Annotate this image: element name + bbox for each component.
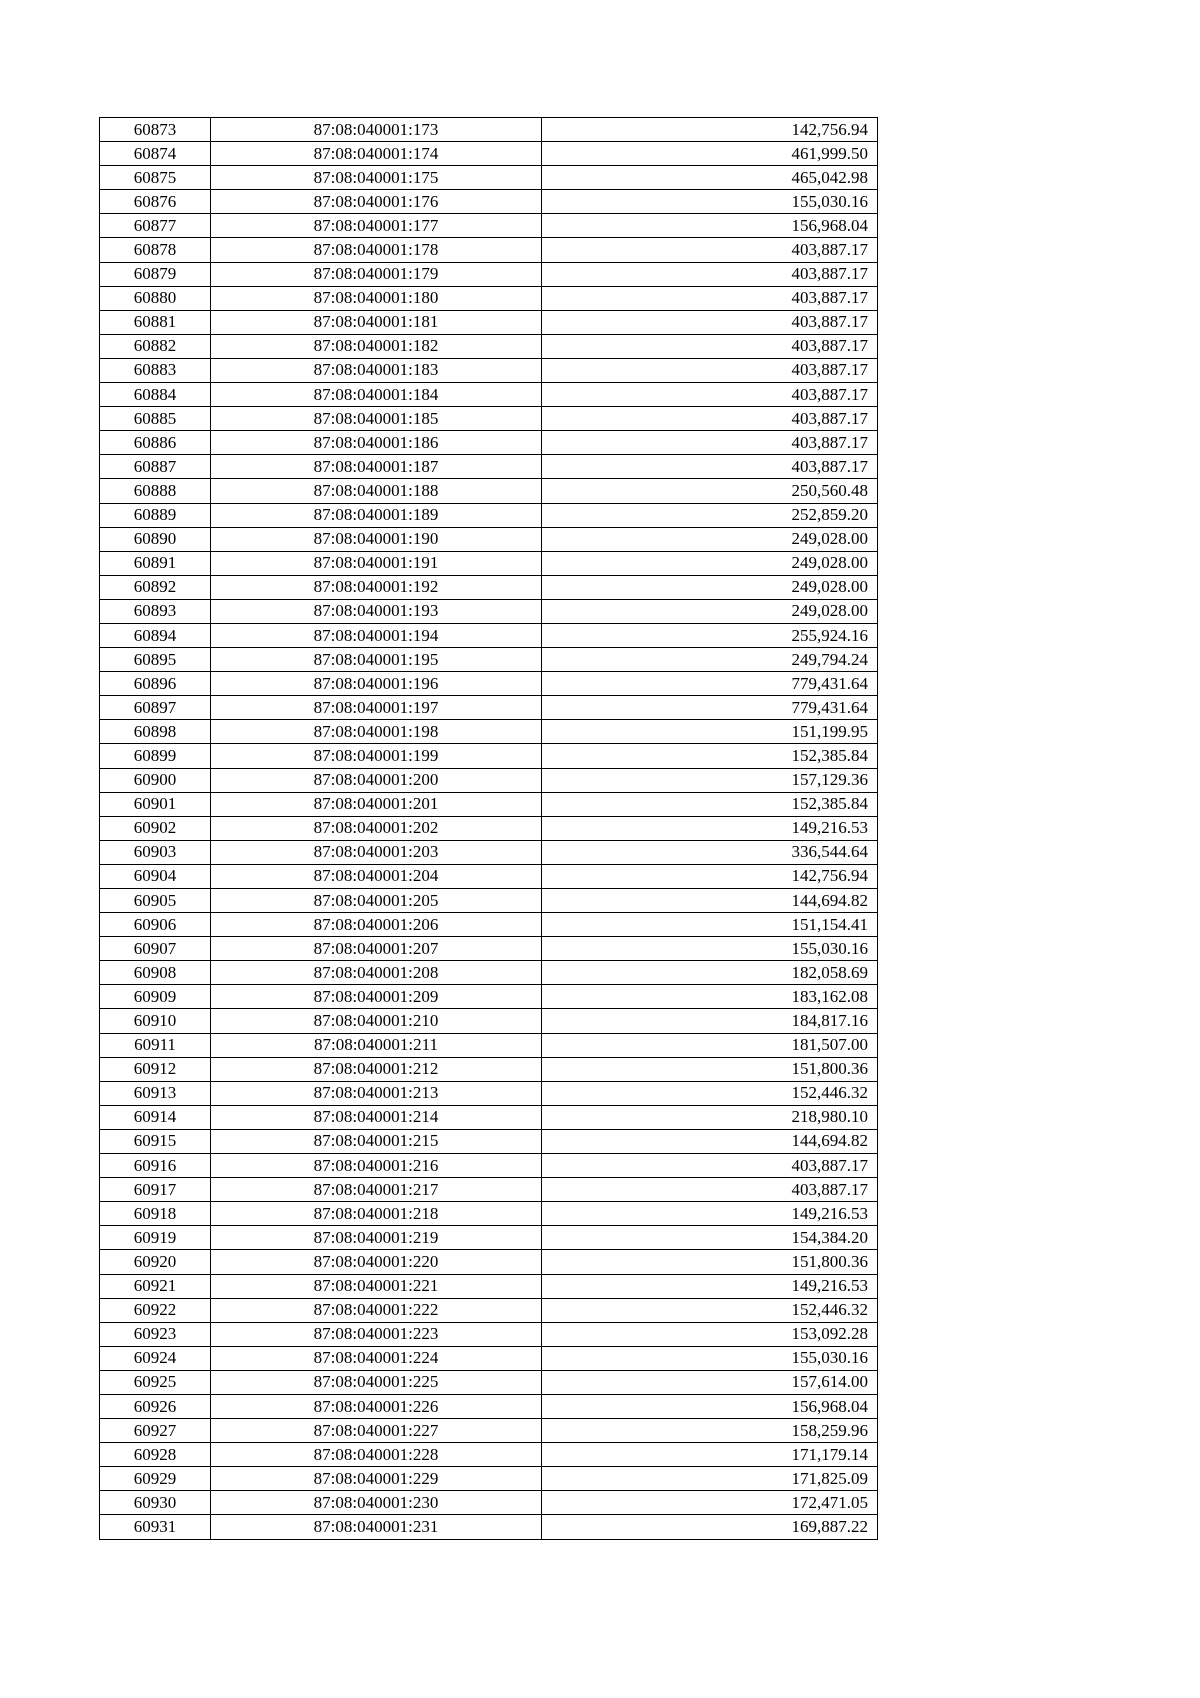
row-number-cell: 60892 bbox=[100, 575, 211, 599]
cadastral-number-cell: 87:08:040001:217 bbox=[211, 1178, 542, 1202]
row-number-cell: 60917 bbox=[100, 1178, 211, 1202]
table-row bbox=[100, 407, 878, 431]
cadastral-number-cell: 87:08:040001:215 bbox=[211, 1129, 542, 1153]
cadastral-number-cell: 87:08:040001:230 bbox=[211, 1491, 542, 1515]
table-row bbox=[100, 720, 878, 744]
cadastral-number-cell: 87:08:040001:179 bbox=[211, 262, 542, 286]
table-row bbox=[100, 913, 878, 937]
cadastral-value-cell: 461,999.50 bbox=[542, 142, 878, 166]
cadastral-number-cell: 87:08:040001:184 bbox=[211, 383, 542, 407]
cadastral-value-cell: 151,154.41 bbox=[542, 913, 878, 937]
cadastral-number-cell: 87:08:040001:187 bbox=[211, 455, 542, 479]
row-number-cell: 60905 bbox=[100, 889, 211, 913]
cadastral-value-cell: 157,129.36 bbox=[542, 768, 878, 792]
cadastral-value-cell: 218,980.10 bbox=[542, 1105, 878, 1129]
cadastral-number-cell: 87:08:040001:200 bbox=[211, 768, 542, 792]
cadastral-number-cell: 87:08:040001:212 bbox=[211, 1057, 542, 1081]
cadastral-value-cell: 465,042.98 bbox=[542, 166, 878, 190]
row-number-cell: 60886 bbox=[100, 431, 211, 455]
table-row bbox=[100, 431, 878, 455]
cadastral-value-cell: 249,028.00 bbox=[542, 527, 878, 551]
row-number-cell: 60922 bbox=[100, 1298, 211, 1322]
cadastral-value-cell: 151,800.36 bbox=[542, 1057, 878, 1081]
table-row bbox=[100, 1346, 878, 1370]
table-row bbox=[100, 889, 878, 913]
cadastral-number-cell: 87:08:040001:213 bbox=[211, 1081, 542, 1105]
cadastral-number-cell: 87:08:040001:202 bbox=[211, 816, 542, 840]
cadastral-value-cell: 171,825.09 bbox=[542, 1467, 878, 1491]
cadastral-value-cell: 403,887.17 bbox=[542, 358, 878, 382]
table-row bbox=[100, 142, 878, 166]
row-number-cell: 60913 bbox=[100, 1081, 211, 1105]
table-row bbox=[100, 1226, 878, 1250]
cadastral-value-cell: 152,385.84 bbox=[542, 744, 878, 768]
cadastral-number-cell: 87:08:040001:178 bbox=[211, 238, 542, 262]
row-number-cell: 60924 bbox=[100, 1346, 211, 1370]
table-row bbox=[100, 744, 878, 768]
table-row bbox=[100, 961, 878, 985]
table-row bbox=[100, 985, 878, 1009]
row-number-cell: 60887 bbox=[100, 455, 211, 479]
table-row bbox=[100, 1057, 878, 1081]
cadastral-number-cell: 87:08:040001:214 bbox=[211, 1105, 542, 1129]
cadastral-number-cell: 87:08:040001:223 bbox=[211, 1322, 542, 1346]
cadastral-number-cell: 87:08:040001:219 bbox=[211, 1226, 542, 1250]
cadastral-value-cell: 779,431.64 bbox=[542, 672, 878, 696]
cadastral-number-cell: 87:08:040001:190 bbox=[211, 527, 542, 551]
cadastral-number-cell: 87:08:040001:206 bbox=[211, 913, 542, 937]
row-number-cell: 60896 bbox=[100, 672, 211, 696]
row-number-cell: 60906 bbox=[100, 913, 211, 937]
cadastral-value-cell: 403,887.17 bbox=[542, 407, 878, 431]
row-number-cell: 60927 bbox=[100, 1419, 211, 1443]
cadastral-number-cell: 87:08:040001:227 bbox=[211, 1419, 542, 1443]
row-number-cell: 60903 bbox=[100, 840, 211, 864]
table-row bbox=[100, 648, 878, 672]
cadastral-value-cell: 169,887.22 bbox=[542, 1515, 878, 1539]
cadastral-value-cell: 149,216.53 bbox=[542, 1274, 878, 1298]
cadastral-value-cell: 403,887.17 bbox=[542, 262, 878, 286]
cadastral-value-cell: 403,887.17 bbox=[542, 431, 878, 455]
row-number-cell: 60883 bbox=[100, 358, 211, 382]
row-number-cell: 60902 bbox=[100, 816, 211, 840]
table-row bbox=[100, 166, 878, 190]
row-number-cell: 60895 bbox=[100, 648, 211, 672]
cadastral-value-cell: 156,968.04 bbox=[542, 1394, 878, 1418]
cadastral-value-cell: 151,199.95 bbox=[542, 720, 878, 744]
row-number-cell: 60875 bbox=[100, 166, 211, 190]
table-row bbox=[100, 1009, 878, 1033]
cadastral-number-cell: 87:08:040001:181 bbox=[211, 310, 542, 334]
row-number-cell: 60882 bbox=[100, 334, 211, 358]
table-row bbox=[100, 1129, 878, 1153]
table-row bbox=[100, 334, 878, 358]
row-number-cell: 60909 bbox=[100, 985, 211, 1009]
cadastral-number-cell: 87:08:040001:208 bbox=[211, 961, 542, 985]
row-number-cell: 60873 bbox=[100, 118, 211, 142]
cadastral-value-cell: 172,471.05 bbox=[542, 1491, 878, 1515]
cadastral-value-cell: 403,887.17 bbox=[542, 238, 878, 262]
cadastral-value-cell: 154,384.20 bbox=[542, 1226, 878, 1250]
cadastral-number-cell: 87:08:040001:195 bbox=[211, 648, 542, 672]
table-row bbox=[100, 286, 878, 310]
cadastral-number-cell: 87:08:040001:189 bbox=[211, 503, 542, 527]
cadastral-value-cell: 403,887.17 bbox=[542, 310, 878, 334]
row-number-cell: 60929 bbox=[100, 1467, 211, 1491]
cadastral-number-cell: 87:08:040001:225 bbox=[211, 1370, 542, 1394]
table-row bbox=[100, 816, 878, 840]
cadastral-value-cell: 779,431.64 bbox=[542, 696, 878, 720]
row-number-cell: 60911 bbox=[100, 1033, 211, 1057]
table-row bbox=[100, 768, 878, 792]
table-row bbox=[100, 937, 878, 961]
cadastral-value-cell: 158,259.96 bbox=[542, 1419, 878, 1443]
cadastral-value-table bbox=[99, 117, 878, 1540]
table-row bbox=[100, 696, 878, 720]
table-row bbox=[100, 1178, 878, 1202]
table-row bbox=[100, 358, 878, 382]
cadastral-number-cell: 87:08:040001:205 bbox=[211, 889, 542, 913]
cadastral-number-cell: 87:08:040001:175 bbox=[211, 166, 542, 190]
cadastral-value-cell: 336,544.64 bbox=[542, 840, 878, 864]
cadastral-number-cell: 87:08:040001:197 bbox=[211, 696, 542, 720]
cadastral-number-cell: 87:08:040001:203 bbox=[211, 840, 542, 864]
cadastral-value-cell: 252,859.20 bbox=[542, 503, 878, 527]
table-row bbox=[100, 1491, 878, 1515]
row-number-cell: 60921 bbox=[100, 1274, 211, 1298]
cadastral-number-cell: 87:08:040001:209 bbox=[211, 985, 542, 1009]
table-row bbox=[100, 1370, 878, 1394]
cadastral-value-cell: 149,216.53 bbox=[542, 1202, 878, 1226]
row-number-cell: 60900 bbox=[100, 768, 211, 792]
row-number-cell: 60890 bbox=[100, 527, 211, 551]
cadastral-number-cell: 87:08:040001:216 bbox=[211, 1154, 542, 1178]
table-row bbox=[100, 214, 878, 238]
table-row bbox=[100, 310, 878, 334]
cadastral-number-cell: 87:08:040001:192 bbox=[211, 575, 542, 599]
table-row bbox=[100, 383, 878, 407]
row-number-cell: 60893 bbox=[100, 599, 211, 623]
row-number-cell: 60880 bbox=[100, 286, 211, 310]
table-row bbox=[100, 1467, 878, 1491]
cadastral-number-cell: 87:08:040001:194 bbox=[211, 623, 542, 647]
row-number-cell: 60928 bbox=[100, 1443, 211, 1467]
cadastral-value-cell: 152,385.84 bbox=[542, 792, 878, 816]
row-number-cell: 60877 bbox=[100, 214, 211, 238]
cadastral-value-cell: 403,887.17 bbox=[542, 383, 878, 407]
cadastral-number-cell: 87:08:040001:186 bbox=[211, 431, 542, 455]
table-row bbox=[100, 623, 878, 647]
row-number-cell: 60916 bbox=[100, 1154, 211, 1178]
table-row bbox=[100, 1274, 878, 1298]
cadastral-value-cell: 142,756.94 bbox=[542, 864, 878, 888]
row-number-cell: 60931 bbox=[100, 1515, 211, 1539]
row-number-cell: 60876 bbox=[100, 190, 211, 214]
row-number-cell: 60918 bbox=[100, 1202, 211, 1226]
cadastral-value-cell: 155,030.16 bbox=[542, 190, 878, 214]
cadastral-value-cell: 403,887.17 bbox=[542, 286, 878, 310]
cadastral-number-cell: 87:08:040001:211 bbox=[211, 1033, 542, 1057]
cadastral-value-cell: 249,794.24 bbox=[542, 648, 878, 672]
table-row bbox=[100, 1081, 878, 1105]
cadastral-value-cell: 151,800.36 bbox=[542, 1250, 878, 1274]
cadastral-number-cell: 87:08:040001:196 bbox=[211, 672, 542, 696]
cadastral-value-cell: 142,756.94 bbox=[542, 118, 878, 142]
cadastral-number-cell: 87:08:040001:228 bbox=[211, 1443, 542, 1467]
row-number-cell: 60904 bbox=[100, 864, 211, 888]
table-row bbox=[100, 1298, 878, 1322]
table-row bbox=[100, 840, 878, 864]
row-number-cell: 60923 bbox=[100, 1322, 211, 1346]
row-number-cell: 60878 bbox=[100, 238, 211, 262]
cadastral-value-cell: 183,162.08 bbox=[542, 985, 878, 1009]
table-row bbox=[100, 1033, 878, 1057]
cadastral-number-cell: 87:08:040001:173 bbox=[211, 118, 542, 142]
cadastral-number-cell: 87:08:040001:218 bbox=[211, 1202, 542, 1226]
table-row bbox=[100, 118, 878, 142]
table-row bbox=[100, 1394, 878, 1418]
row-number-cell: 60912 bbox=[100, 1057, 211, 1081]
cadastral-value-cell: 155,030.16 bbox=[542, 937, 878, 961]
row-number-cell: 60926 bbox=[100, 1394, 211, 1418]
row-number-cell: 60919 bbox=[100, 1226, 211, 1250]
table-row bbox=[100, 864, 878, 888]
cadastral-value-cell: 403,887.17 bbox=[542, 1154, 878, 1178]
row-number-cell: 60889 bbox=[100, 503, 211, 527]
table-row bbox=[100, 1419, 878, 1443]
cadastral-value-cell: 152,446.32 bbox=[542, 1298, 878, 1322]
table-row bbox=[100, 1202, 878, 1226]
cadastral-number-cell: 87:08:040001:193 bbox=[211, 599, 542, 623]
cadastral-value-cell: 249,028.00 bbox=[542, 551, 878, 575]
cadastral-number-cell: 87:08:040001:180 bbox=[211, 286, 542, 310]
row-number-cell: 60891 bbox=[100, 551, 211, 575]
cadastral-number-cell: 87:08:040001:188 bbox=[211, 479, 542, 503]
table-row bbox=[100, 190, 878, 214]
cadastral-value-cell: 250,560.48 bbox=[542, 479, 878, 503]
row-number-cell: 60920 bbox=[100, 1250, 211, 1274]
cadastral-number-cell: 87:08:040001:199 bbox=[211, 744, 542, 768]
row-number-cell: 60894 bbox=[100, 623, 211, 647]
table-row bbox=[100, 1443, 878, 1467]
cadastral-value-cell: 155,030.16 bbox=[542, 1346, 878, 1370]
table-row bbox=[100, 527, 878, 551]
cadastral-number-cell: 87:08:040001:207 bbox=[211, 937, 542, 961]
row-number-cell: 60908 bbox=[100, 961, 211, 985]
cadastral-number-cell: 87:08:040001:182 bbox=[211, 334, 542, 358]
cadastral-number-cell: 87:08:040001:220 bbox=[211, 1250, 542, 1274]
row-number-cell: 60915 bbox=[100, 1129, 211, 1153]
cadastral-number-cell: 87:08:040001:183 bbox=[211, 358, 542, 382]
cadastral-value-cell: 149,216.53 bbox=[542, 816, 878, 840]
row-number-cell: 60898 bbox=[100, 720, 211, 744]
cadastral-value-cell: 403,887.17 bbox=[542, 455, 878, 479]
row-number-cell: 60884 bbox=[100, 383, 211, 407]
table-row bbox=[100, 262, 878, 286]
table-row bbox=[100, 1515, 878, 1539]
cadastral-number-cell: 87:08:040001:176 bbox=[211, 190, 542, 214]
table-row bbox=[100, 503, 878, 527]
table-row bbox=[100, 479, 878, 503]
row-number-cell: 60907 bbox=[100, 937, 211, 961]
cadastral-value-cell: 153,092.28 bbox=[542, 1322, 878, 1346]
row-number-cell: 60914 bbox=[100, 1105, 211, 1129]
row-number-cell: 60899 bbox=[100, 744, 211, 768]
row-number-cell: 60897 bbox=[100, 696, 211, 720]
row-number-cell: 60901 bbox=[100, 792, 211, 816]
cadastral-value-cell: 255,924.16 bbox=[542, 623, 878, 647]
cadastral-number-cell: 87:08:040001:174 bbox=[211, 142, 542, 166]
cadastral-value-cell: 184,817.16 bbox=[542, 1009, 878, 1033]
table-row bbox=[100, 551, 878, 575]
row-number-cell: 60881 bbox=[100, 310, 211, 334]
cadastral-number-cell: 87:08:040001:231 bbox=[211, 1515, 542, 1539]
cadastral-value-cell: 249,028.00 bbox=[542, 599, 878, 623]
cadastral-number-cell: 87:08:040001:226 bbox=[211, 1394, 542, 1418]
table-body bbox=[100, 118, 878, 1540]
row-number-cell: 60885 bbox=[100, 407, 211, 431]
table-row bbox=[100, 1322, 878, 1346]
cadastral-value-cell: 171,179.14 bbox=[542, 1443, 878, 1467]
row-number-cell: 60879 bbox=[100, 262, 211, 286]
cadastral-number-cell: 87:08:040001:210 bbox=[211, 1009, 542, 1033]
cadastral-value-cell: 403,887.17 bbox=[542, 334, 878, 358]
table-row bbox=[100, 238, 878, 262]
cadastral-value-cell: 144,694.82 bbox=[542, 889, 878, 913]
row-number-cell: 60910 bbox=[100, 1009, 211, 1033]
cadastral-value-cell: 157,614.00 bbox=[542, 1370, 878, 1394]
table-row bbox=[100, 672, 878, 696]
cadastral-value-cell: 181,507.00 bbox=[542, 1033, 878, 1057]
table-row bbox=[100, 1105, 878, 1129]
cadastral-number-cell: 87:08:040001:221 bbox=[211, 1274, 542, 1298]
cadastral-number-cell: 87:08:040001:224 bbox=[211, 1346, 542, 1370]
table-row bbox=[100, 1154, 878, 1178]
cadastral-number-cell: 87:08:040001:229 bbox=[211, 1467, 542, 1491]
cadastral-number-cell: 87:08:040001:185 bbox=[211, 407, 542, 431]
cadastral-value-cell: 249,028.00 bbox=[542, 575, 878, 599]
row-number-cell: 60888 bbox=[100, 479, 211, 503]
row-number-cell: 60930 bbox=[100, 1491, 211, 1515]
cadastral-value-cell: 182,058.69 bbox=[542, 961, 878, 985]
cadastral-number-cell: 87:08:040001:201 bbox=[211, 792, 542, 816]
cadastral-number-cell: 87:08:040001:222 bbox=[211, 1298, 542, 1322]
cadastral-number-cell: 87:08:040001:198 bbox=[211, 720, 542, 744]
cadastral-value-cell: 144,694.82 bbox=[542, 1129, 878, 1153]
row-number-cell: 60925 bbox=[100, 1370, 211, 1394]
table-row bbox=[100, 455, 878, 479]
cadastral-value-cell: 156,968.04 bbox=[542, 214, 878, 238]
cadastral-number-cell: 87:08:040001:191 bbox=[211, 551, 542, 575]
cadastral-number-cell: 87:08:040001:177 bbox=[211, 214, 542, 238]
table-row bbox=[100, 575, 878, 599]
row-number-cell: 60874 bbox=[100, 142, 211, 166]
table-row bbox=[100, 1250, 878, 1274]
cadastral-number-cell: 87:08:040001:204 bbox=[211, 864, 542, 888]
table-row bbox=[100, 599, 878, 623]
table-row bbox=[100, 792, 878, 816]
cadastral-value-cell: 152,446.32 bbox=[542, 1081, 878, 1105]
cadastral-value-cell: 403,887.17 bbox=[542, 1178, 878, 1202]
